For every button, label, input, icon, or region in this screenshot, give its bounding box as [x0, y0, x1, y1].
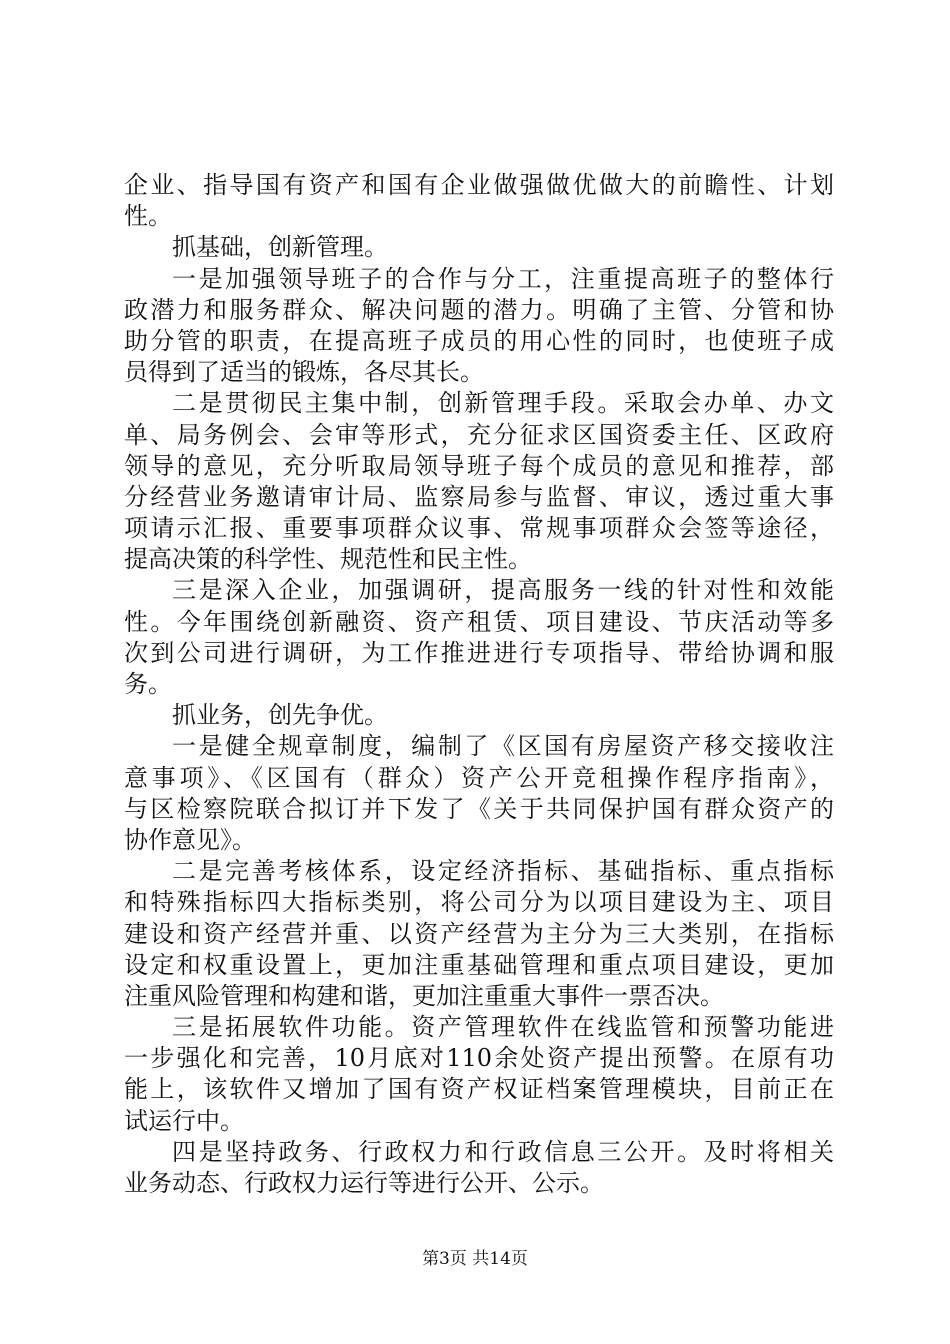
text-line: 性。 [124, 202, 172, 231]
text-line: 抓基础，创新管理。 [172, 233, 388, 262]
page-footer: 第3页 共14页 [422, 1249, 528, 1269]
text-line: 意事项》、《区国有（群众）资产公开竞租操作程序指南》， [124, 763, 834, 792]
text-line: 业务动态、行政权力运行等进行公开、公示。 [124, 1169, 604, 1197]
text-line: 四是坚持政务、行政权力和行政信息三公开。及时将相关 [172, 1137, 834, 1166]
text-line: 单、局务例会、会审等形式，充分征求区国资委主任、区政府 [124, 420, 834, 449]
text-line: 项请示汇报、重要事项群众议事、常规事项群众会签等途径， [124, 514, 834, 543]
text-line: 企业、指导国有资产和国有企业做强做优做大的前瞻性、计划 [124, 171, 834, 199]
text-line: 注重风险管理和构建和谐，更加注重重大事件一票否决。 [124, 981, 724, 1010]
text-line: 政潜力和服务群众、解决问题的潜力。明确了主管、分管和协 [124, 295, 834, 324]
text-line: 分经营业务邀请审计局、监察局参与监督、审议，透过重大事 [124, 482, 834, 511]
text-line: 设定和权重设置上，更加注重基础管理和重点项目建设，更加 [124, 950, 834, 979]
text-line: 次到公司进行调研，为工作推进进行专项指导、带给协调和服 [124, 638, 834, 667]
text-line: 抓业务，创先争优。 [172, 701, 388, 730]
text-line: 员得到了适当的锻炼，各尽其长。 [124, 358, 484, 387]
text-line: 试运行中。 [124, 1106, 244, 1135]
text-line: 二是完善考核体系，设定经济指标、基础指标、重点指标 [172, 857, 834, 886]
text-line: 二是贯彻民主集中制，创新管理手段。采取会办单、办文 [172, 389, 834, 418]
text-line: 协作意见》。 [124, 825, 256, 854]
text-line: 助分管的职责，在提高班子成员的用心性的同时，也使班子成 [124, 326, 834, 355]
text-line: 务。 [124, 670, 172, 698]
text-line: 三是深入企业，加强调研，提高服务一线的针对性和效能 [172, 576, 834, 605]
text-line: 性。今年围绕创新融资、资产租赁、项目建设、节庆活动等多 [124, 607, 834, 636]
text-line: 一是健全规章制度，编制了《区国有房屋资产移交接收注 [172, 732, 834, 761]
text-line: 领导的意见，充分听取局领导班子每个成员的意见和推荐，部 [124, 451, 834, 480]
text-line: 与区检察院联合拟订并下发了《关于共同保护国有群众资产的 [124, 794, 834, 823]
text-line: 能上，该软件又增加了国有资产权证档案管理模块，目前正在 [124, 1075, 834, 1104]
text-line: 和特殊指标四大指标类别，将公司分为以项目建设为主、项目 [124, 888, 834, 917]
text-line: 三是拓展软件功能。资产管理软件在线监管和预警功能进 [172, 1013, 834, 1042]
text-line: 一步强化和完善，10月底对110余处资产提出预警。在原有功 [124, 1044, 834, 1073]
document-body [124, 170, 834, 1199]
text-line: 一是加强领导班子的合作与分工，注重提高班子的整体行 [172, 264, 834, 293]
text-line: 建设和资产经营并重、以资产经营为主分为三大类别，在指标 [124, 919, 834, 948]
text-line: 提高决策的科学性、规范性和民主性。 [124, 545, 532, 574]
